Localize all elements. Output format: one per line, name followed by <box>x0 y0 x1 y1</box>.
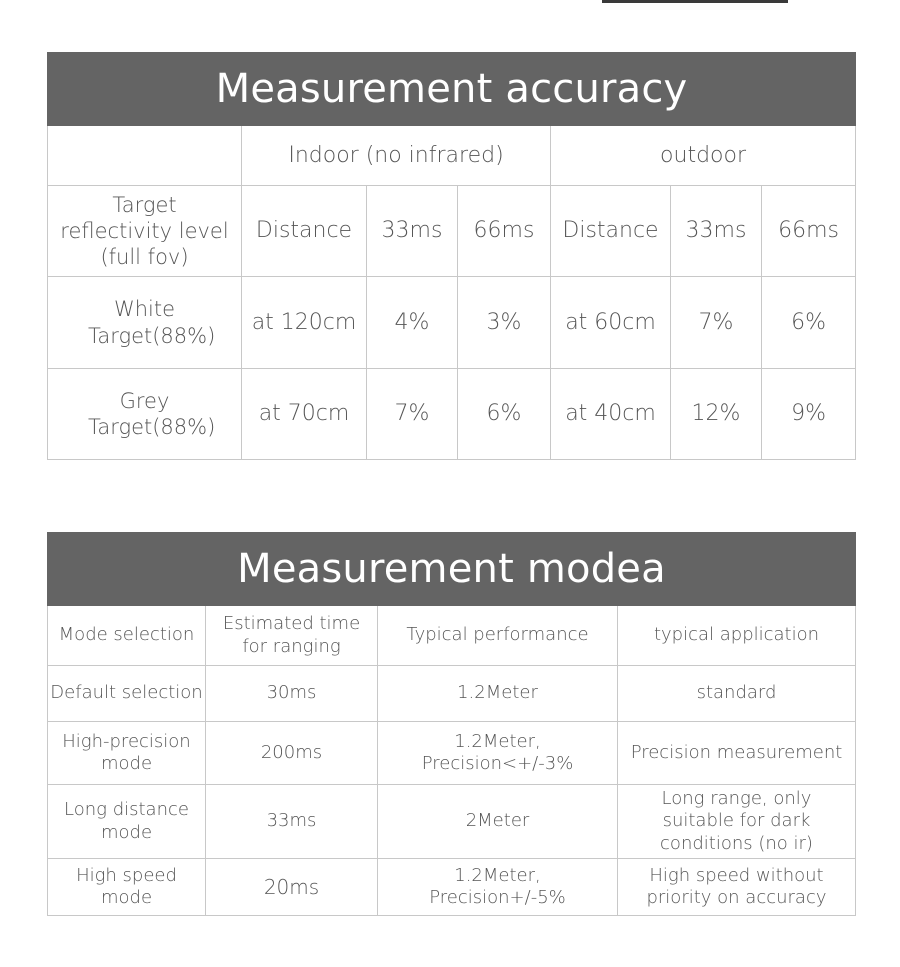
row-label: White Target(88%) <box>48 277 242 369</box>
table-cell: 33ms <box>206 785 378 859</box>
table-cell: High speed mode <box>48 859 206 916</box>
table-cell: at 40cm <box>551 369 671 460</box>
group-header-outdoor: outdoor <box>551 126 856 186</box>
table-cell: 1.2Meter, Precision+/-5% <box>378 859 618 916</box>
table-cell: 9% <box>762 369 856 460</box>
modes-table <box>47 532 856 916</box>
table-cell: Precision measurement <box>618 722 856 785</box>
col-header: 33ms <box>367 186 458 277</box>
table-cell: High speed without priority on accuracy <box>618 859 856 916</box>
top-divider-bar <box>602 0 788 3</box>
table-cell: Long distance mode <box>48 785 206 859</box>
table-row <box>48 785 856 859</box>
table-cell: 2Meter <box>378 785 618 859</box>
empty-corner-cell <box>48 126 242 186</box>
table-row <box>48 369 856 460</box>
table-cell: 7% <box>671 277 762 369</box>
col-header: Distance <box>242 186 367 277</box>
modes-table-section <box>47 532 855 916</box>
table-cell: 12% <box>671 369 762 460</box>
reflectivity-header: Target reflectivity level (full fov) <box>48 186 242 277</box>
col-header: Typical performance <box>378 606 618 666</box>
col-header: Mode selection <box>48 606 206 666</box>
accuracy-table-section <box>47 52 855 460</box>
col-header: Distance <box>551 186 671 277</box>
table-cell: 1.2Meter <box>378 666 618 722</box>
table-cell: 3% <box>458 277 551 369</box>
accuracy-table <box>47 52 856 460</box>
table-cell: 6% <box>458 369 551 460</box>
col-header: Estimated time for ranging <box>206 606 378 666</box>
table-row <box>48 666 856 722</box>
table-cell: standard <box>618 666 856 722</box>
table-cell: 200ms <box>206 722 378 785</box>
table-cell: Default selection <box>48 666 206 722</box>
table-cell: 1.2Meter, Precision<+/-3% <box>378 722 618 785</box>
table-row <box>48 722 856 785</box>
table-cell: Long range, only suitable for dark conditions (no ir) <box>618 785 856 859</box>
row-label: Grey Target(88%) <box>48 369 242 460</box>
table-cell: at 70cm <box>242 369 367 460</box>
col-header: 33ms <box>671 186 762 277</box>
modes-title: Measurement modea <box>48 533 856 606</box>
table-cell: at 60cm <box>551 277 671 369</box>
table-cell: High-precision mode <box>48 722 206 785</box>
table-row <box>48 277 856 369</box>
col-header: 66ms <box>762 186 856 277</box>
table-cell: 4% <box>367 277 458 369</box>
accuracy-title: Measurement accuracy <box>48 53 856 126</box>
table-cell: 7% <box>367 369 458 460</box>
table-row <box>48 859 856 916</box>
table-cell: at 120cm <box>242 277 367 369</box>
table-cell: 6% <box>762 277 856 369</box>
group-header-indoor: Indoor (no infrared) <box>242 126 551 186</box>
table-cell: 20ms <box>206 859 378 916</box>
col-header: 66ms <box>458 186 551 277</box>
table-cell: 30ms <box>206 666 378 722</box>
col-header: typical application <box>618 606 856 666</box>
